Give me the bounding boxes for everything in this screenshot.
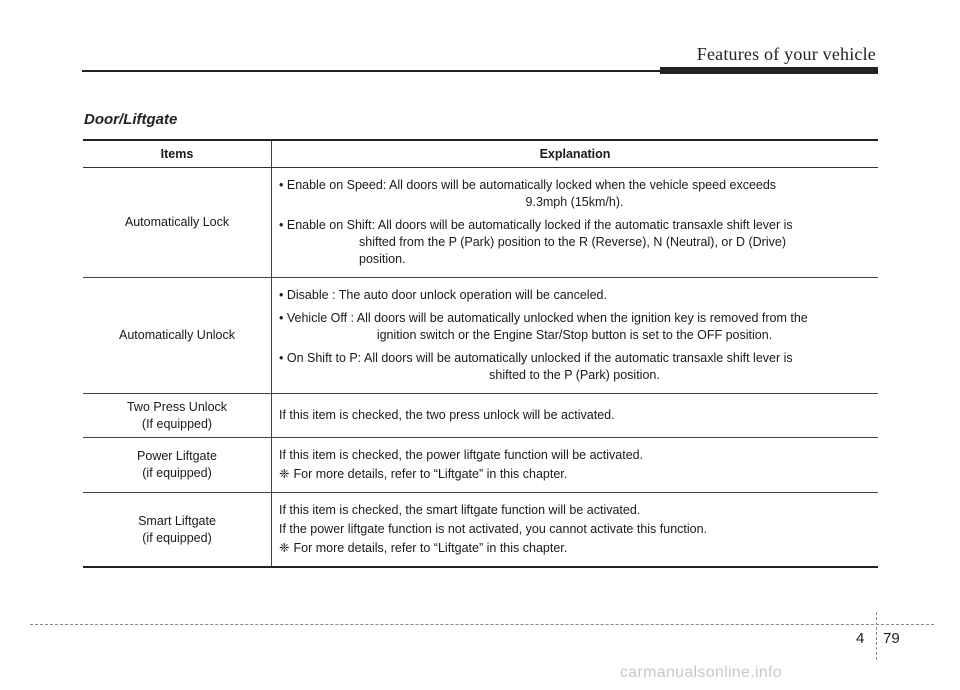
footer-divider [876, 612, 877, 660]
bullet-item [279, 310, 870, 344]
item-cell [83, 278, 272, 394]
explanation-cell [272, 394, 879, 438]
item-label: Automatically Lock [124, 215, 230, 229]
item-cell [83, 493, 272, 568]
item-cell [83, 394, 272, 438]
table-row-smart-liftgate [83, 493, 878, 568]
chapter-number: 4 [856, 630, 865, 647]
table-row-two-press-unlock [83, 394, 878, 438]
item-label: Power Liftgate [137, 449, 217, 463]
header-rule-thin [82, 70, 662, 72]
explanation-cell [272, 493, 879, 568]
explanation-text: If this item is checked, the power liftgate function will be activated. [279, 448, 644, 462]
bullet-text: • On Shift to P: All doors will be automatically unlocked if the automatic transaxle shift lever is [279, 350, 870, 367]
note-text: For more details, refer to “Liftgate” in this chapter. [293, 541, 568, 555]
table-header-row [83, 140, 878, 168]
item-label: Smart Liftgate [138, 513, 216, 528]
explanation-text: If this item is checked, the two press unlock will be activated. [279, 408, 615, 422]
bullet-text: • Enable on Shift: All doors will be automatically locked if the automatic transaxle shift lever is [279, 217, 870, 234]
item-cell [83, 438, 272, 493]
watermark: carmanualsonline.info [620, 664, 782, 681]
bullet-text: • Vehicle Off : All doors will be automatically unlocked when the ignition key is removed from the [279, 310, 870, 327]
explanation-text: If this item is checked, the smart liftgate function will be activated. [279, 503, 641, 517]
explanation-cell [272, 438, 879, 493]
bullet-item [279, 217, 870, 268]
bullet-continuation: shifted to the P (Park) position. [489, 368, 660, 382]
note-icon: ❈ [279, 467, 290, 481]
explanation-cell [272, 168, 879, 278]
bullet-continuation: position. [359, 252, 406, 266]
item-sublabel: (if equipped) [142, 530, 212, 545]
footer-rule [30, 624, 934, 625]
item-sublabel: (If equipped) [141, 416, 213, 431]
explanation-cell [272, 278, 879, 394]
item-sublabel: (if equipped) [142, 466, 212, 480]
bullet-continuation: 9.3mph (15km/h). [525, 195, 624, 209]
page-number: 79 [883, 630, 900, 647]
note-line [279, 466, 870, 483]
table-row-power-liftgate [83, 438, 878, 493]
header-rule-thick [660, 67, 878, 74]
bullet-item [279, 287, 870, 304]
bullet-item [279, 177, 870, 211]
settings-table [83, 139, 878, 568]
table-row-automatically-lock [83, 168, 878, 278]
table-row-automatically-unlock [83, 278, 878, 394]
explanation-text: If the power liftgate function is not activated, you cannot activate this function. [279, 522, 708, 536]
bullet-text: • Disable : The auto door unlock operation will be canceled. [279, 287, 870, 304]
note-text: For more details, refer to “Liftgate” in this chapter. [293, 467, 568, 481]
note-line [279, 540, 870, 557]
note-icon: ❈ [279, 541, 290, 555]
bullet-item [279, 350, 870, 384]
bullet-continuation: shifted from the P (Park) position to the R (Reverse), N (Neutral), or D (Drive) [359, 235, 786, 249]
header-title: Features of your vehicle [696, 44, 876, 64]
item-label: Automatically Unlock [118, 328, 235, 342]
item-cell [83, 168, 272, 278]
item-label: Two Press Unlock [126, 399, 228, 414]
header-explanation: Explanation [272, 140, 879, 168]
header-items: Items [83, 140, 272, 168]
section-title: Door/Liftgate [84, 111, 178, 128]
bullet-continuation: ignition switch or the Engine Star/Stop button is set to the OFF position. [376, 328, 773, 342]
bullet-text: • Enable on Speed: All doors will be automatically locked when the vehicle speed exceeds [279, 177, 870, 194]
